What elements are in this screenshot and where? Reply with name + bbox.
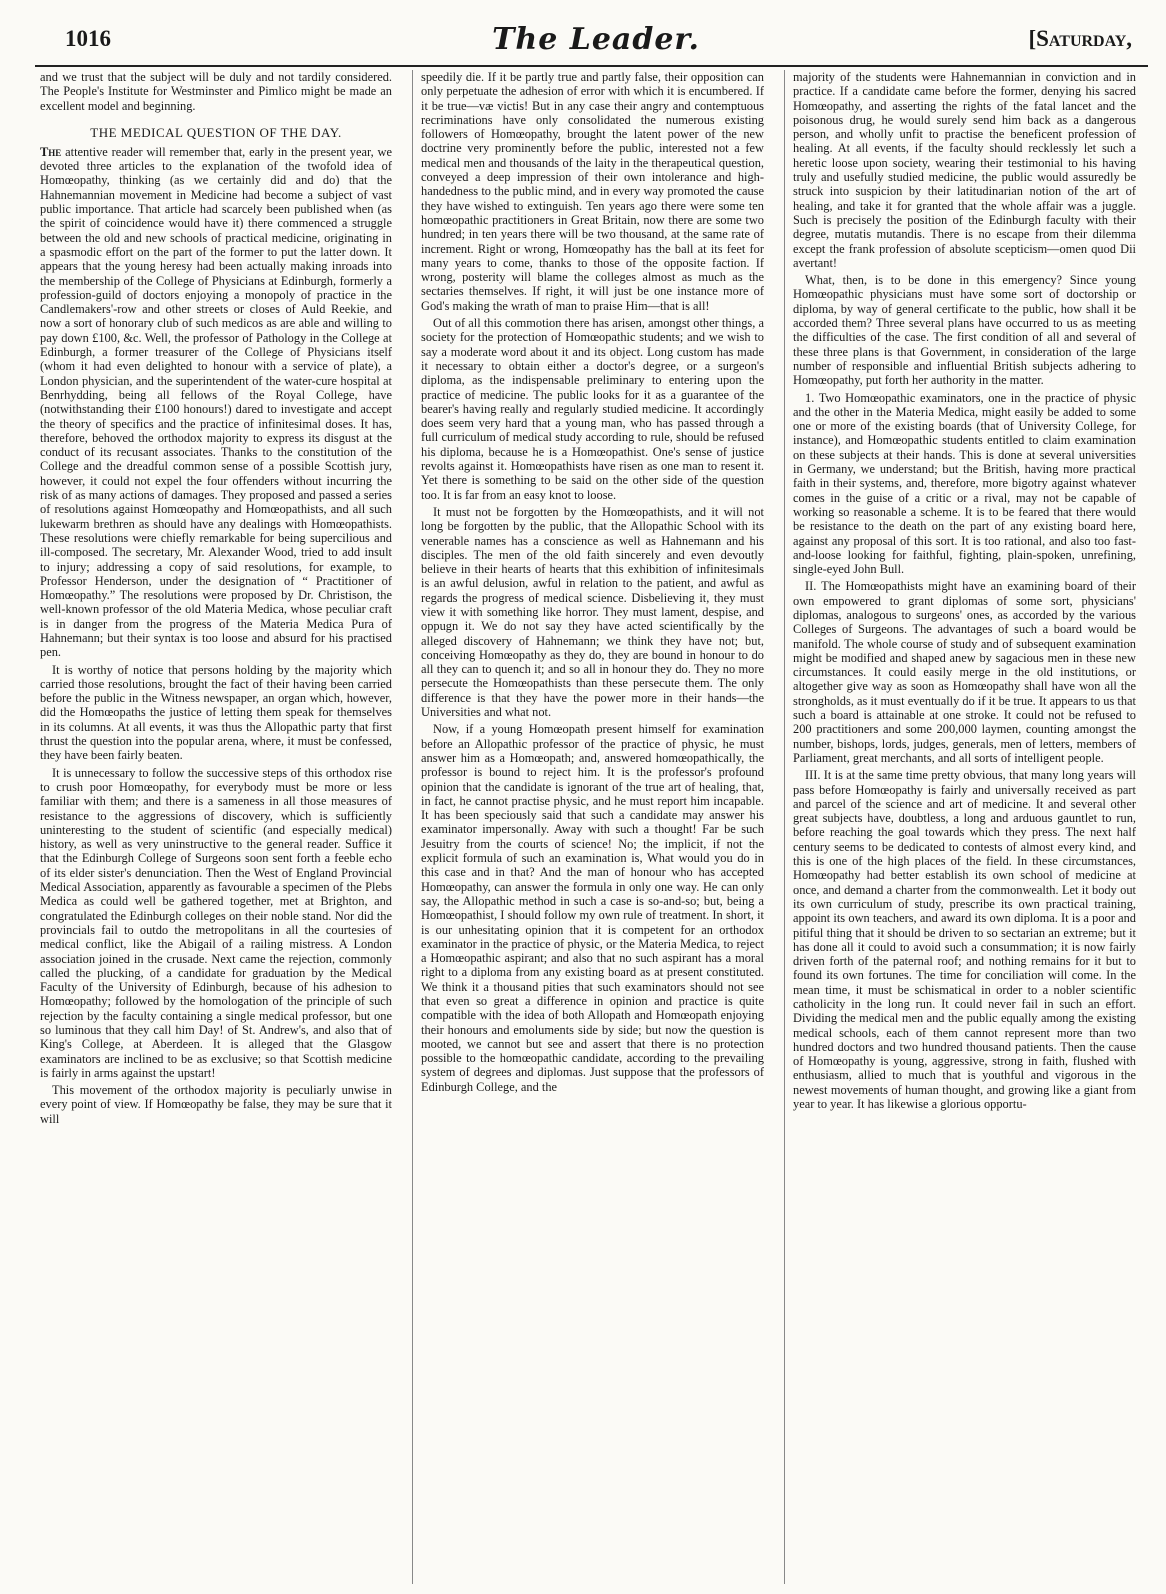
lead-word: The	[40, 144, 62, 159]
article-paragraph: What, then, is to be done in this emergency? Since young Homœopathic physicians must have some sort of doctorship or diploma, by way of general certificate to the public, how shall it be accorded them? Three several plans have occurred to us as meeting the difficulties of the case. The first condition of all and several of these three plans is that Government, in consideration of the large number of responsible and influential British subjects adhering to Homœopathy, put forth her authority in the matter.	[793, 273, 1136, 388]
masthead	[40, 0, 1152, 60]
article-paragraph: II. The Homœopathists might have an examining board of their own empowered to grant diplomas of some sort, physicians' diplomas, analogous to surgeons' ones, as accorded by the various Colleges of Surgeons. The advantages of such a board would be manifold. The whole course of study and of subsequent examination might be modified and shaped anew by sagacious men in these new circumstances. It could easily merge in the old institutions, or altogether give way as soon as Homœopathy shall have won all the strongholds, as it must eventually do if it be true. It appears to us that such a board is attainable at one stroke. It could not be refused to 200 practitioners and some 200,000 laymen, counting amongst the number, bishops, lords, judges, generals, men of letters, members of Parliament, great merchants, and all sorts of intelligent people.	[793, 579, 1136, 765]
article-paragraph: majority of the students were Hahnemannian in conviction and in practice. If a candidate came before the former, denying his sacred Homœopathy, and asserting the rights of the fatal lancet and the poisonous drug, he would surely send him back as a dangerous person, and wholly unfit to practise the beneficent profession of healing. At all events, if the faculty should recklessly let such a heretic loose upon society, wearing their testimonial to his having truly and usefully studied medicine, the public would assuredly be struck into suspicion by their latitudinarian notion of the art of healing, and take it for granted that the whole affair was a juggle. Such is precisely the position of the Edinburgh faculty with their degree, mutatis mutandis. There is no escape from their dilemma except the frank profession of absolute scepticism—omen quod Dii avertant!	[793, 70, 1136, 270]
article-paragraph: It is unnecessary to follow the successive steps of this orthodox rise to crush poor Homœopathy, for everybody must be more or less familiar with them; and there is a sameness in all those measures of resistance to the aggressions of discovery, which is sufficiently uninteresting to the student of scientific (and especially medical) history, as well as very uninstructive to the general reader. Suffice it that the Edinburgh College of Surgeons soon sent forth a feeble echo of its elder sister's denunciation. Then the West of England Provincial Medical Association, apparently as favourable a specimen of the Plebs Medica as could well be gathered together, met at Brighton, and congratulated the Edinburgh colleges on their noble stand. Nor did the provincials fail to outdo the metropolitans in all the courtesies of medical conflict, like the Abigail of a railing mistress. A London association joined in the crusade. Next came the rejection, commonly called the plucking, of a candidate for graduation by the Medical Faculty of the University of Edinburgh, because of his adhesion to Homœopathy; followed by the homologation of the principle of such rejection by the faculty containing a single medical professor, but one so luminous that they call him Day! of St. Andrew's, and also that of King's College, at Aberdeen. It is alleged that the Glasgow examinators are inclined to be as exclusive; so that Scottish medicine is fairly in arms against the upstart!	[40, 765, 392, 1080]
article-paragraph: This movement of the orthodox majority is peculiarly unwise in every point of view. If Homœopathy be false, they may be sure that it will	[40, 1083, 392, 1126]
column-1	[40, 70, 392, 1584]
paragraph-text: attentive reader will remember that, early in the present year, we devoted three articles to the explanation of the twofold idea of Homœopathy, thinking (as we certainly did and do) that the Hahnemannian movement in Medicine had become a subject of vast public importance. That article had scarcely been published when (as the spirit of coincidence would have it) there commenced a struggle between the old and new schools of practical medicine, originating in a spasmodic effort on the part of the former to put the latter down. It appears that the young heresy had been actually making inroads into the membership of the College of Physicians at Edinburgh, formerly a profession-guild of doctors enjoying a monopoly of practice in the Candlemakers'-row and other streets or closes of Auld Reekie, and now a sort of honorary club of such medicos as are able and willing to pay down £100, &c. Well, the professor of Pathology in the College at Edinburgh, a former treasurer of the College of Physicians itself (whom it had even delighted to honour with a service of plate), a London physician, and the superintendent of the water-cure hospital at Benrhydding, being all fellows of the Royal College, have (notwithstanding their £100 honours!) dared to investigate and accept the theory of specifics and the practice of infinitesimal doses. It has, therefore, behoved the orthodox majority to express its disgust at the conduct of its recusant associates. Thanks to the constitution of the College and the dreadful common sense of a possible Scottish jury, however, it could not expel the four offenders without incurring the risk of as many actions of damages. They proposed and passed a series of resolutions against Homœopathy and Homœopathists, and all such lukewarm brethren as should have any dealings with Homœopathists. These resolutions were chiefly remarkable for being supercilious and ill-composed. The secretary, Mr. Alexander Wood, tried to add insult to injury; addressing a copy of said resolutions, for example, to Professor Henderson, under the designation of “ Practitioner of Homœopathy.” The resolutions were proposed by Dr. Christison, the well-known professor of the old Materia Medica, whose peculiar craft is in danger from the progress of the Materia Medica Pura of Hahnemann; but their syntax is too loose and absurd for his practised pen.	[40, 144, 392, 660]
preceding-article-end: and we trust that the subject will be duly and not tardily considered. The People's Institute for Westminster and Pimlico might be made an excellent model and beginning.	[40, 70, 392, 113]
article-paragraph: Out of all this commotion there has arisen, amongst other things, a society for the protection of Homœopathic students; and we wish to say a moderate word about it and its object. Long custom has made it necessary to obtain either a doctor's degree, or a surgeon's diploma, as the indispensable preliminary to entering upon the practice of medicine. The public looks for it as a guarantee of the bearer's having really and regularly studied medicine. It accordingly does seem very hard that a young man, who has passed through a full curriculum of medical study according to rule, should be refused his diploma, because he is a Homœopathist. One's sense of justice revolts against it. Homœopathists have risen as one man to resent it. Yet there is something to be said on the other side of the question too. It is far from an easy knot to loose.	[421, 316, 764, 502]
newspaper-title: The Leader.	[492, 22, 700, 57]
column-2	[412, 70, 764, 1584]
article-paragraph: 1. Two Homœopathic examinators, one in the practice of physic and the other in the Materia Medica, might easily be added to some one or more of the existing boards (that of University College, for instance), and Homœopathic students entitled to claim examination on these subjects at their hands. This is done at several universities in Germany, we understand; but the British, having more practical faith in their systems, and, therefore, more bigotry against whatever comes in the guise of a critic or a rival, may not be capable of working so reasonable a scheme. It is to be feared that there would be resistance to the death on the part of any existing board here, against any proposal of this sort. It is too rational, and also too fast-and-loose looking for faithful, fighting, plain-spoken, unrefining, single-eyed John Bull.	[793, 390, 1136, 577]
masthead-rule	[35, 65, 1148, 67]
article-title: THE MEDICAL QUESTION OF THE DAY.	[90, 124, 342, 140]
page-number: 1016	[65, 26, 111, 51]
article-paragraph	[40, 145, 392, 660]
article-paragraph: III. It is at the same time pretty obvious, that many long years will pass before Homœopathy is fairly and universally received as part and parcel of the science and art of medicine. It and several other great subjects have, doubtless, a long and arduous gauntlet to run, before reaching the goal towards which they press. The next half century seems to be dedicated to contests of almost every kind, and this is one of the high places of the field. In these circumstances, Homœopathy had better establish its own school of medicine at once, and demand a charter from the commonwealth. Let it body out its own curriculum of study, prescribe its own practical training, appoint its own teachers, and award its own diploma. It is a poor and pitiful thing that it should be driven to so sectarian an extreme; but it has done all it could to avoid such a consummation; it is now fairly driven forth of the paternal roof; and nothing remains for it but to found its own fortunes. The time for conciliation will come. In the mean time, it must be schismatical in order to a nobler scientific catholicity in the long run. It could never fail in such an effort. Dividing the medical men and the public equally among the existing medical schools, each of them cannot represent more than two hundred doctors and two hundred thousand patients. Then the cause of Homœopathy is young, aggressive, strong in faith, flushed with enthusiasm, allied to much that is youthful and vigorous in the newest movements of human thought, and growing like a giant from year to year. It has likewise a glorious opportu-	[793, 768, 1136, 1112]
article-paragraph: Now, if a young Homœopath present himself for examination before an Allopathic professor of the practice of physic, he must answer him as a Homœopath; and, answered homœopathically, the professor is bound to reject him. It is the professor's profound opinion that the candidate is ignorant of the true art of healing, that, in fact, he cannot practise physic, and he must report him incapable. It has been speciously said that such a candidate may answer his examinator impersonally. Away with such a thought! Far be such Jesuitry from the courts of science! No; the implicit, if not the explicit formula of such an examination is, What would you do in this case and in that? And the man of honour who has accepted Homœopathy, can answer the formula in only one way. He can only say, the Allopathic method in such a case is so-and-so; but, being a Homœopathist, I should follow my own rule of treatment. In short, it is our unhesitating opinion that it is competent for an orthodox examinator in the practice of physic, or the Materia Medica, to reject a Homœopathic aspirant; and also that no such aspirant has a moral right to a diploma from any existing board as at present constituted. We think it a thousand pities that such examinators should not see that even so great a difference in opinion and practice is quite compatible with the idea of both Allopath and Homœopath enjoying their honours and emoluments side by side; but now the question is mooted, we cannot but see and assert that there is no protection possible to the homœopathic candidate, according to the prevailing system of degrees and diplomas. Just suppose that the professors of Edinburgh College, and the	[421, 722, 764, 1094]
article-paragraph: speedily die. If it be partly true and partly false, their opposition can only perpetuate the adhesion of error with which it is encumbered. If it be true—væ victis! But in any case their angry and contemptuous recriminations have only consolidated the numerous existing followers of Homœopathy, brought the latent power of the new doctrine very prominently before the public, interested not a few medical men and thousands of the laity in the therapeutical question, conveyed a deep impression of their own intolerance and high-handedness to the public mind, and in every way promoted the cause they have wished to extinguish. Ten years ago there were some ten homœopathic practitioners in Great Britain, now there are some two hundred; in ten years there will be two thousand, at the same rate of increment. Right or wrong, Homœopathy has the ball at its feet for many years to come, thanks to those of the opposite faction. If wrong, posterity will blame the colleges almost as much as the sectaries themselves. If right, it will just be one instance more of God's making the wrath of man to praise Him—that is all!	[421, 70, 764, 313]
issue-day: [Saturday,	[1028, 26, 1132, 51]
article-paragraph: It must not be forgotten by the Homœopathists, and it will not long be forgotten by the public, that the Allopathic School with its venerable names has a conscience as well as Hahnemann and his disciples. The men of the old faith sincerely and even devoutly believe in their hearts of hearts that this exhibition of infinitesimals is an awful delusion, awful in relation to the patient, and awful as regards the progress of medical science. Disbelieving it, they must view it with something like horror. They must lament, despise, and oppugn it. We do not say they have acted scientifically by the alleged discovery of Hahnemann; we think they have not; but, conceiving Homœopathy as they do, they are bound in honour to do all they can to quench it; and so all in honour they do. They no more persecute the Homœopathists than these persecute them. The only difference is that they have the power more in their hands—the Universities and what not.	[421, 504, 764, 720]
article-paragraph: It is worthy of notice that persons holding by the majority which carried those resolutions, brought the fact of their having been carried before the public in the Witness newspaper, an organ which, however, did the Homœopaths the justice of letting them speak for themselves in its columns. At all events, it was thus the Allopathic party that first thrust the question into the popular arena, where, it must be confessed, they have been fairly beaten.	[40, 662, 392, 763]
column-3	[784, 70, 1136, 1584]
article-columns	[40, 70, 1152, 1584]
